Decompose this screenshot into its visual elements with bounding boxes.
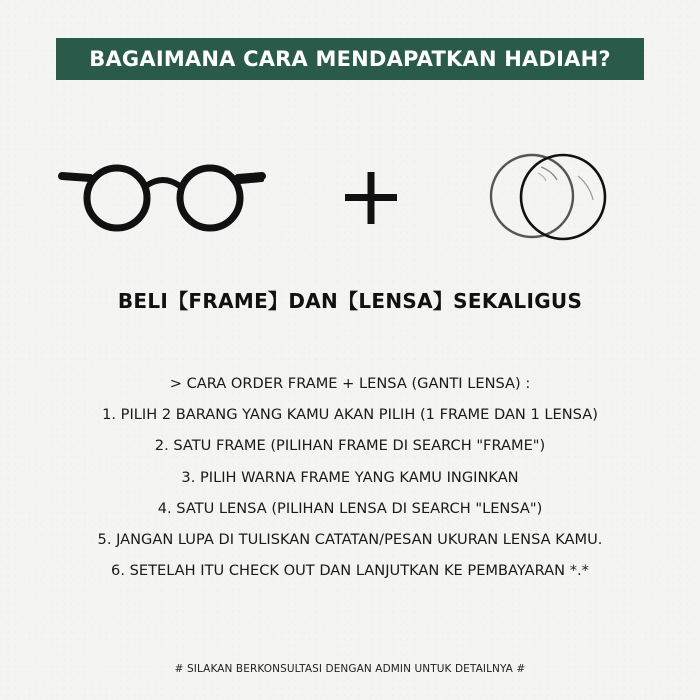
footer-note: # SILAKAN BERKONSULTASI DENGAN ADMIN UNTUK DETAILNYA # bbox=[174, 663, 526, 675]
plus-icon bbox=[345, 172, 397, 224]
step-item: 2. SATU FRAME (PILIHAN FRAME DI SEARCH "FRAME") bbox=[154, 437, 546, 455]
steps-intro: > CARA ORDER FRAME + LENSA (GANTI LENSA) : bbox=[169, 375, 531, 392]
banner-title: BAGAIMANA CARA MENDAPATKAN HADIAH? bbox=[89, 47, 611, 71]
order-steps-list bbox=[0, 368, 700, 586]
step-item: 4. SATU LENSA (PILIHAN LENSA DI SEARCH "LENSA") bbox=[157, 499, 543, 517]
glasses-frame-icon bbox=[62, 168, 262, 228]
step-item: 5. JANGAN LUPA DI TULISKAN CATATAN/PESAN UKURAN LENSA KAMU. bbox=[97, 531, 603, 549]
step-item: 1. PILIH 2 BARANG YANG KAMU AKAN PILIH (1 FRAME DAN 1 LENSA) bbox=[102, 406, 598, 424]
step-item: 3. PILIH WARNA FRAME YANG KAMU INGINKAN bbox=[181, 468, 519, 486]
lens-pair-icon bbox=[491, 155, 605, 239]
headline: BELI【FRAME】DAN【LENSA】SEKALIGUS bbox=[117, 289, 583, 313]
title-banner bbox=[56, 38, 644, 80]
step-item: 6. SETELAH ITU CHECK OUT DAN LANJUTKAN KE PEMBAYARAN *.* bbox=[111, 562, 589, 580]
frame-plus-lens-illustration bbox=[0, 140, 700, 260]
